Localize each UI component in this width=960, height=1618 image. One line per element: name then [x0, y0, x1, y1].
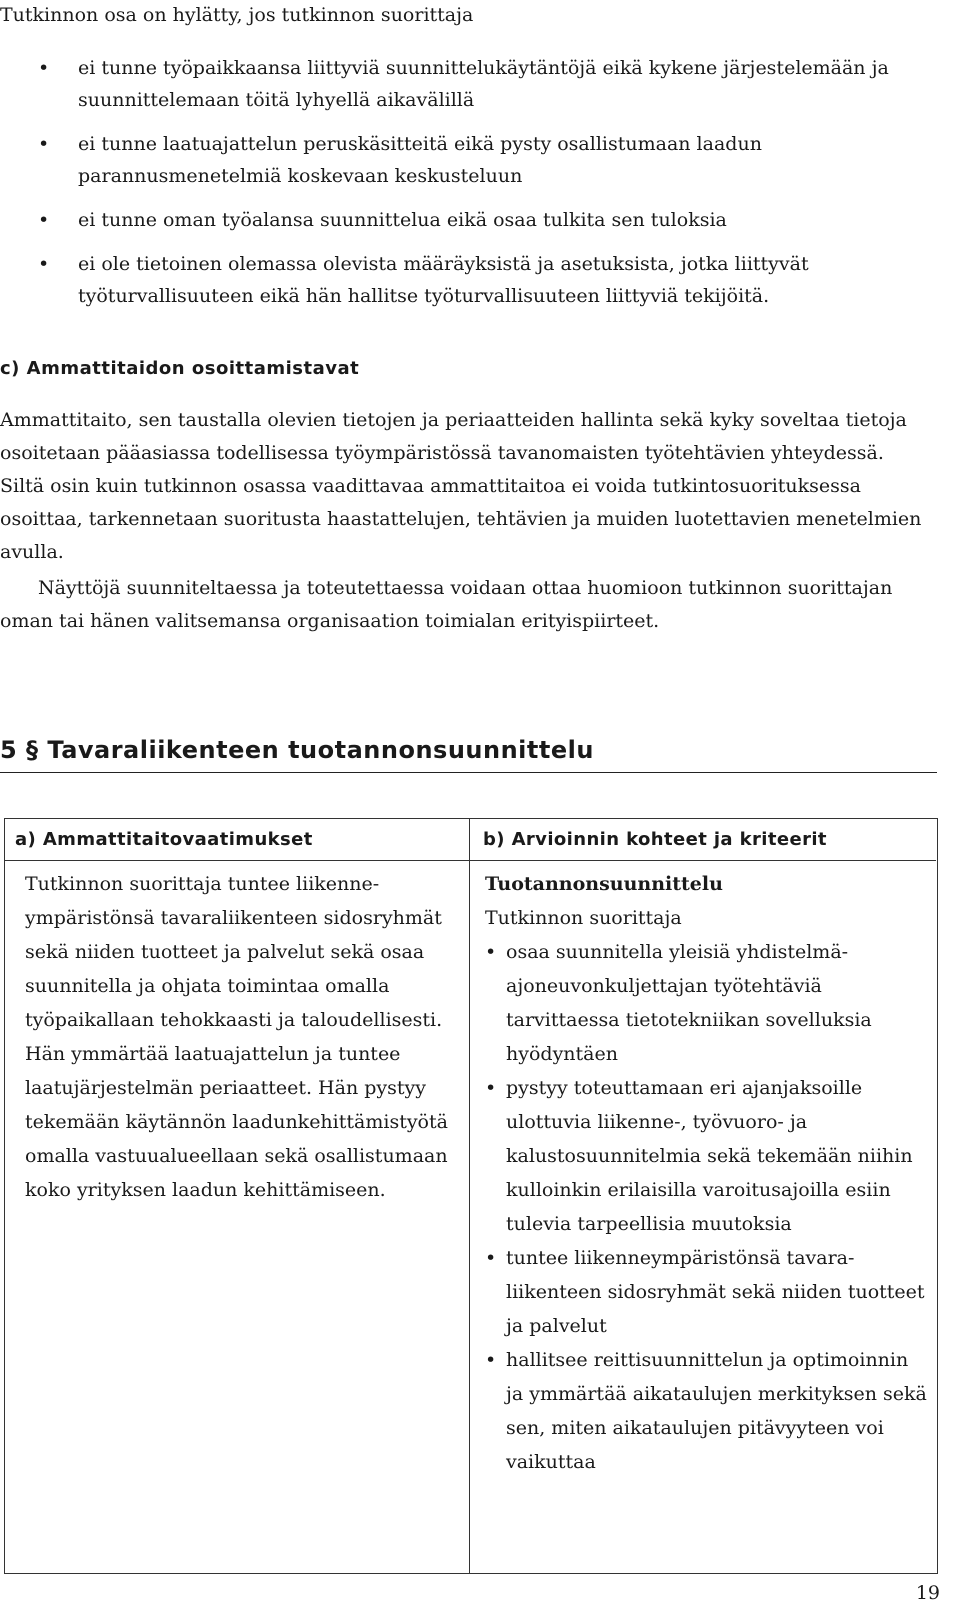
list-item-text: ei ole tietoinen olemassa olevista määräyksistä ja asetuksista, jotka liittyvät työturvallisuuteen eikä hän hallitse työturvallisuuteen liittyviä tekijöitä. [78, 253, 809, 307]
list-item-text: tuntee liikenneympäristönsä tavaraliikenteen sidosryhmät sekä niiden tuotteet ja palvelut [506, 1247, 925, 1337]
intro-sentence: Tutkinnon osa on hylätty, jos tutkinnon suorittaja [0, 4, 474, 26]
bullet-icon: • [38, 57, 50, 79]
assessment-body [485, 867, 930, 1479]
page-number: 19 [915, 1582, 940, 1604]
list-item [0, 52, 930, 116]
list-item-text: ei tunne laatuajattelun peruskäsitteitä eikä pysty osallistumaan laadun parannusmenetelmiä koskevaan keskusteluun [78, 133, 762, 187]
column-requirements [5, 819, 470, 1573]
subheading-demonstration-methods: c) Ammattitaidon osoittamistavat [0, 358, 360, 379]
bullet-icon: • [38, 253, 50, 275]
bullet-icon: • [38, 209, 50, 231]
bullet-icon: • [38, 133, 50, 155]
assessment-criteria-list [485, 935, 930, 1479]
list-item [0, 248, 930, 312]
list-item [0, 128, 930, 192]
bullet-icon: • [485, 1349, 497, 1371]
column-header-requirements: a) Ammattitaitovaatimukset [5, 819, 469, 861]
list-item-text: hallitsee reittisuunnittelun ja optimoinnin ja ymmärtää aikataulujen merkityksen sekä sen, miten aikataulujen pitävyyteen voi vaikuttaa [506, 1349, 927, 1473]
bullet-icon: • [485, 1077, 497, 1099]
list-item [485, 1241, 930, 1343]
list-item [0, 204, 930, 236]
requirements-text: Tutkinnon suorittaja tuntee liikenneympäristönsä tavaraliikenteen sidosryhmät sekä niiden tuotteet ja palvelut sekä osaa suunnitella ja ohjata toimintaa omalla työpaikallaan tehokkaasti ja taloudellisesti. Hän ymmärtää laatuajattelun ja tuntee laatujärjestelmän periaatteet. Hän pystyy tekemään käytännön laadunkehittämistyötä omalla vastuualueellaan sekä osallistumaan koko yrityksen laadun kehittämiseen. [25, 873, 448, 1201]
assessment-heading: Tuotannonsuunnittelu [485, 873, 723, 895]
list-item [485, 1071, 930, 1241]
paragraph-competence: Ammattitaito, sen taustalla olevien tietojen ja periaatteiden hallinta sekä kyky soveltaa tietoja osoitetaan pääasiassa todellisessa työympäristössä tavanomaisten työtehtävien yhteydessä. Siltä osin kuin tutkinnon osassa vaadittavaa ammattitaitoa ei voida tutkintosuorituksessa osoittaa, tarkennetaan suoritusta haastattelujen, tehtävien ja muiden luotettavien menetelmien avulla. [0, 409, 922, 563]
list-item-text: osaa suunnitella yleisiä yhdistelmäajoneuvonkuljettajan työtehtäviä tarvittaessa tietotekniikan sovelluksia hyödyntäen [506, 941, 872, 1065]
column-assessment [470, 819, 936, 1573]
rejection-criteria-list [0, 52, 930, 324]
list-item-text: pystyy toteuttamaan eri ajanjaksoille ulottuvia liikenne-, työvuoro- ja kalustosuunnitelmia sekä tekemään niihin kulloinkin erilaisilla varoitusajoilla esiin tulevia tarpeellisia muutoksia [506, 1077, 913, 1235]
assessment-subheading: Tutkinnon suorittaja [485, 907, 682, 929]
list-item [485, 935, 930, 1071]
requirements-table [4, 818, 938, 1574]
column-header-assessment: b) Arvioinnin kohteet ja kriteerit [470, 819, 936, 861]
list-item [485, 1343, 930, 1479]
section-divider [0, 772, 937, 773]
bullet-icon: • [485, 1247, 497, 1269]
bullet-icon: • [485, 941, 497, 963]
section-title: 5 § Tavaraliikenteen tuotannonsuunnittelu [0, 736, 594, 764]
list-item-text: ei tunne oman työalansa suunnittelua eikä osaa tulkita sen tuloksia [78, 209, 727, 231]
list-item-text: ei tunne työpaikkaansa liittyviä suunnittelukäytäntöjä eikä kykene järjestelemään ja suunnittelemaan töitä lyhyellä aikavälillä [78, 57, 889, 111]
paragraph-demonstrations: Näyttöjä suunniteltaessa ja toteutettaessa voidaan ottaa huomioon tutkinnon suorittajan oman tai hänen valitsemansa organisaation toimialan erityispiirteet. [0, 577, 893, 632]
